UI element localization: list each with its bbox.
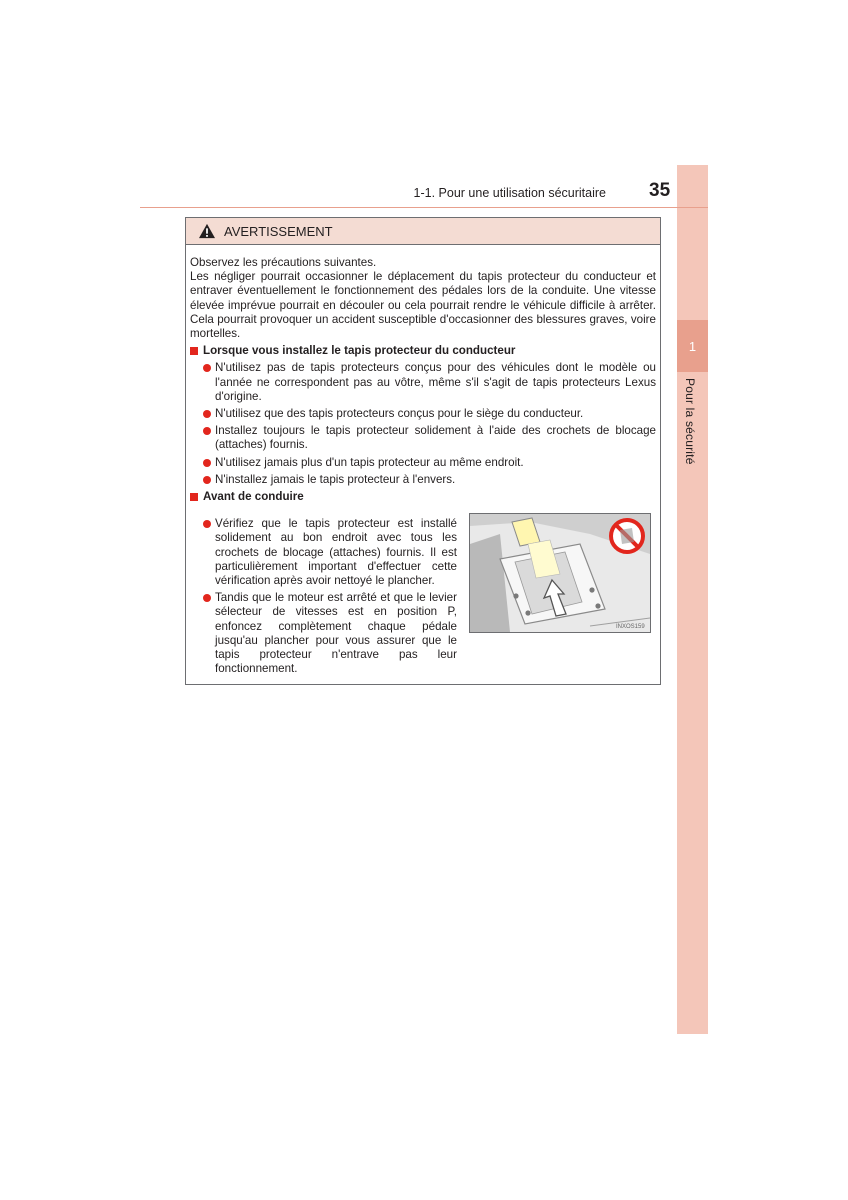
- side-chapter-tab: [677, 165, 708, 1034]
- bullet-dot-icon: [203, 364, 211, 372]
- bullet-dot-icon: [203, 459, 211, 467]
- install-section-heading: [190, 344, 656, 358]
- install-list: [190, 361, 656, 487]
- chapter-number: 1: [677, 320, 708, 372]
- list-item-text: Vérifiez que le tapis protecteur est installé solidement au bon endroit avec tous les crochets de blocage (attaches) fournis. Il est particulièrement important d'effectuer cette vérification après avoir nettoyé le plancher.: [215, 517, 457, 588]
- bullet-dot-icon: [203, 410, 211, 418]
- header-divider: [140, 207, 708, 208]
- page-number: 35: [649, 180, 671, 201]
- floor-mat-drawing: [470, 514, 650, 632]
- list-item-text: N'utilisez pas de tapis protecteurs conçus pour des véhicules dont le modèle ou l'année ne correspondent pas au vôtre, même s'il s'agit de tapis protecteurs Lexus d'origine.: [215, 361, 656, 403]
- warning-triangle-icon: [198, 223, 216, 239]
- square-bullet-icon: [190, 493, 198, 501]
- list-item: [201, 361, 656, 404]
- warning-header: [186, 218, 660, 245]
- intro-line: Observez les précautions suivantes.: [190, 256, 377, 269]
- warning-body: [186, 245, 660, 679]
- driving-section-row: [190, 511, 656, 679]
- square-bullet-icon: [190, 347, 198, 355]
- list-item-text: Installez toujours le tapis protecteur solidement à l'aide des crochets de blocage (attaches) fournis.: [215, 424, 656, 452]
- bullet-dot-icon: [203, 520, 211, 528]
- bullet-dot-icon: [203, 427, 211, 435]
- driving-list: [190, 517, 457, 679]
- install-heading-text: Lorsque vous installez le tapis protecteur du conducteur: [203, 344, 516, 358]
- bullet-dot-icon: [203, 476, 211, 484]
- list-item: [201, 517, 457, 588]
- floor-mat-illustration: [469, 513, 651, 633]
- section-title: 1-1. Pour une utilisation sécuritaire: [413, 186, 606, 200]
- warning-title: AVERTISSEMENT: [224, 223, 333, 239]
- bullet-dot-icon: [203, 594, 211, 602]
- list-item-text: N'utilisez jamais plus d'un tapis protecteur au même endroit.: [215, 455, 524, 469]
- warning-intro: [190, 256, 656, 341]
- driving-heading-text: Avant de conduire: [203, 490, 304, 504]
- list-item-text: Tandis que le moteur est arrêté et que le levier sélecteur de vitesses est en position P, enfoncez complètement chaque pédale jusqu'au plancher pour vous assurer que le tapis protecteur n'entrave pas leur fonctionnement.: [215, 591, 457, 676]
- list-item: [201, 591, 457, 676]
- list-item: [201, 424, 656, 452]
- list-item-text: N'utilisez que des tapis protecteurs conçus pour le siège du conducteur.: [215, 407, 584, 421]
- driving-section-heading: [190, 490, 656, 504]
- list-item: [201, 407, 656, 421]
- warning-box: [185, 217, 661, 685]
- list-item: [201, 473, 656, 487]
- figure-code: INXOS159: [616, 624, 645, 631]
- list-item: [201, 456, 656, 470]
- chapter-label: Pour la sécurité: [683, 378, 697, 465]
- intro-paragraph: Les négliger pourrait occasionner le déplacement du tapis protecteur du conducteur et entraver éventuellement le fonctionnement des pédales lors de la conduite. Une vitesse élevée imprévue pourrait en découler ou cela pourrait rendre le véhicule difficile à arrêter. Cela pourrait provoquer un accident susceptible d'occasionner des blessures graves, voire mortelles.: [190, 270, 656, 341]
- list-item-text: N'installez jamais le tapis protecteur à l'envers.: [215, 472, 456, 486]
